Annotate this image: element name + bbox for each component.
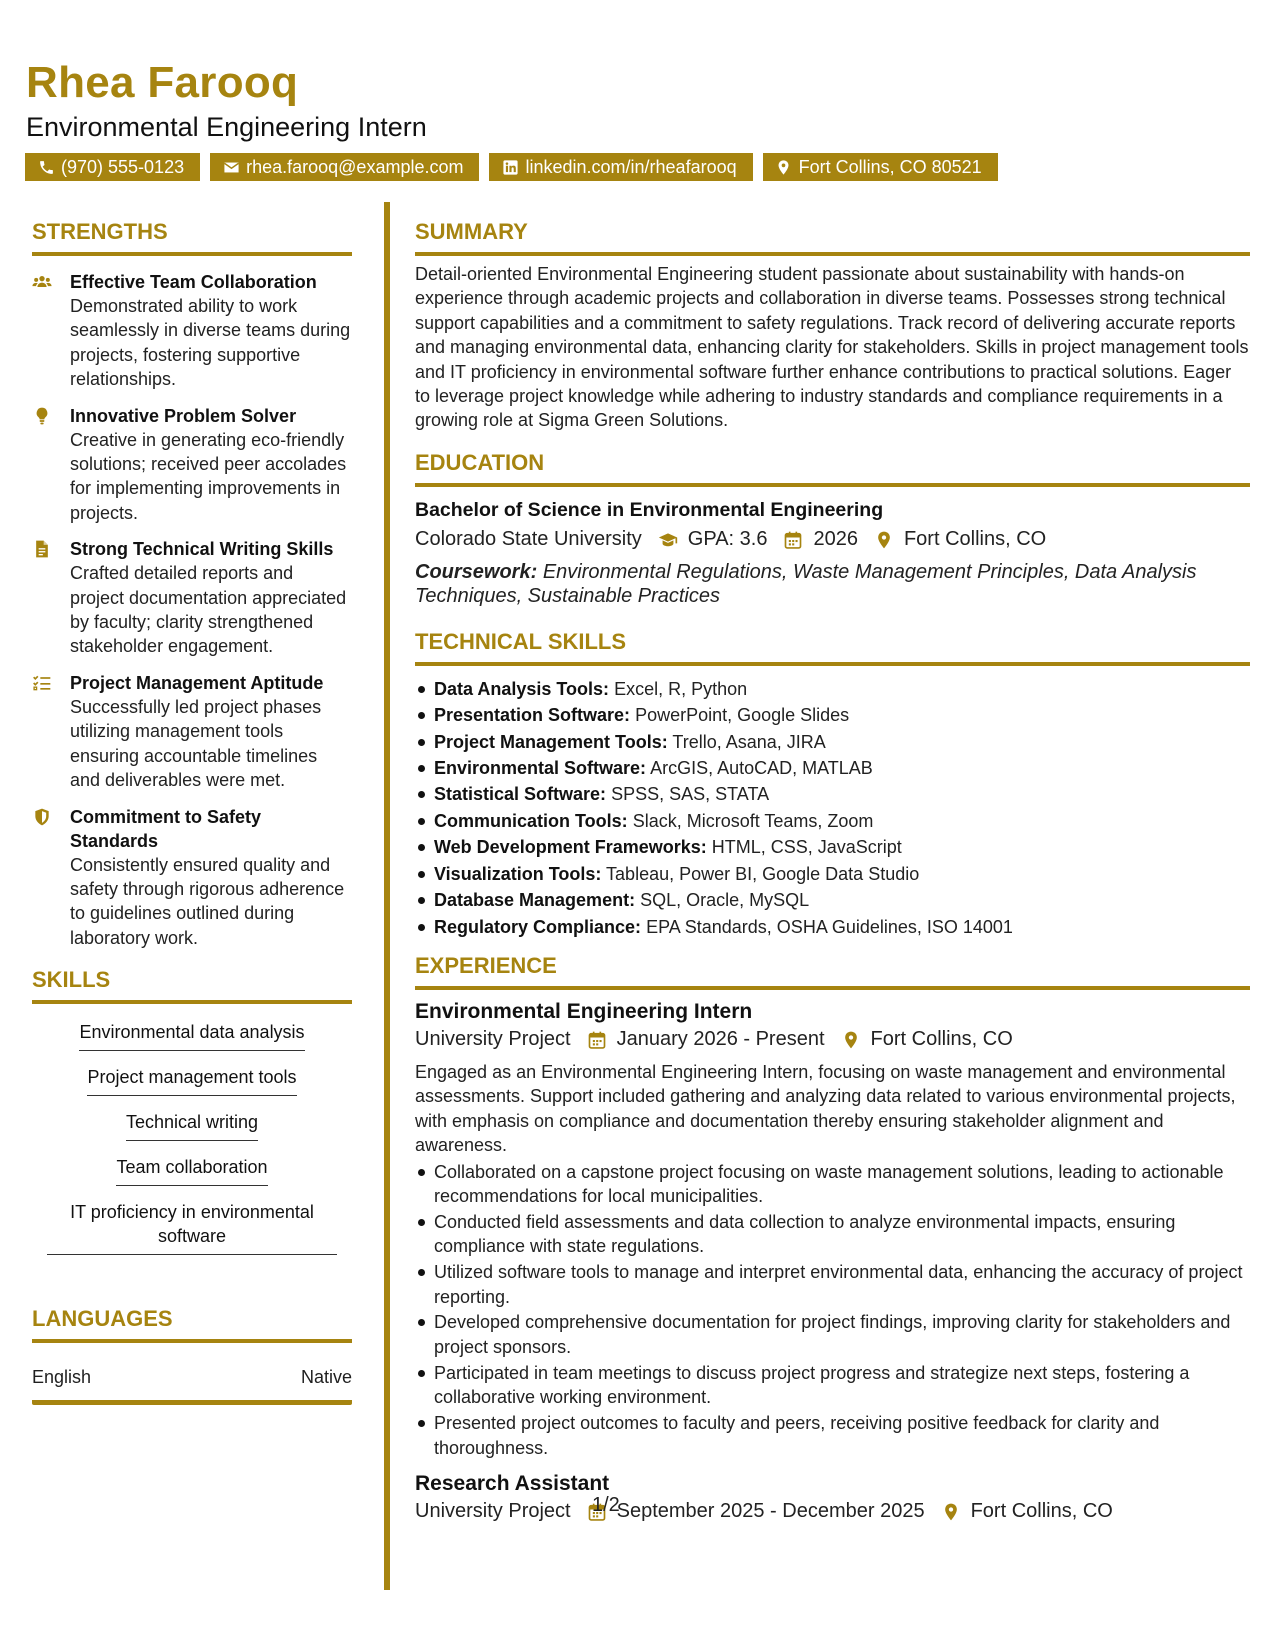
contact-bar bbox=[25, 153, 998, 181]
skill-item: Environmental data analysis bbox=[79, 1020, 304, 1051]
technical-skills-list bbox=[415, 676, 1250, 940]
job-location: Fort Collins, CO bbox=[970, 1500, 1113, 1523]
tech-skill-label: Environmental Software: bbox=[434, 758, 647, 779]
tech-skill-label: Database Management: bbox=[434, 890, 636, 911]
job-meta bbox=[415, 1028, 1250, 1052]
users-icon bbox=[32, 270, 70, 392]
strength-desc: Creative in generating eco-friendly solutions; received peer accolades for implementing improvements in projects. bbox=[70, 429, 347, 523]
task-list-icon bbox=[32, 671, 70, 793]
strength-title: Strong Technical Writing Skills bbox=[70, 539, 334, 560]
contact-location[interactable] bbox=[763, 153, 998, 181]
skills-list bbox=[32, 1020, 352, 1269]
skill-item: IT proficiency in environmental software bbox=[47, 1200, 337, 1255]
tech-skill-value: SPSS, SAS, STATA bbox=[611, 784, 770, 805]
shield-icon bbox=[32, 805, 70, 951]
skill-item: Technical writing bbox=[126, 1110, 258, 1141]
job-meta bbox=[415, 1500, 1250, 1524]
map-pin-icon bbox=[939, 1500, 963, 1524]
tech-skill-label: Web Development Frameworks: bbox=[434, 837, 707, 858]
strength-title: Project Management Aptitude bbox=[70, 672, 324, 693]
summary-text: Detail-oriented Environmental Engineering student passionate about sustainability with hands-on experience through academic projects and collaboration in diverse teams. Possesses strong technical support capabilities and a commitment to safety regulations. Track record of delivering accurate reports and managing environmental data, enhancing clarity for stakeholders. Skills in project management tools and IT proficiency in environmental software further enhance contributions to practical solutions. Eager to leverage project knowledge while adhering to industry standards and compliance requirements in a growing role at Sigma Green Solutions. bbox=[415, 264, 1249, 431]
tech-skill-value: HTML, CSS, JavaScript bbox=[711, 837, 902, 858]
strength-desc: Successfully led project phases utilizing management tools ensuring accountable timelines and deliverables were met. bbox=[70, 696, 322, 791]
skill-item: Project management tools bbox=[87, 1065, 296, 1096]
job-bullet: Participated in team meetings to discuss project progress and strategize next steps, fostering a collaborative working environment. bbox=[415, 1361, 1250, 1410]
graduation-cap-icon bbox=[656, 528, 680, 552]
experience-heading: EXPERIENCE bbox=[415, 952, 1250, 990]
summary-heading: SUMMARY bbox=[415, 218, 1250, 256]
contact-phone-text: (970) 555-0123 bbox=[61, 156, 185, 177]
strength-desc: Crafted detailed reports and project documentation appreciated by faculty; clarity strengthened stakeholder engagement. bbox=[70, 563, 347, 657]
candidate-name: Rhea Farooq bbox=[26, 58, 299, 107]
tech-skill-item bbox=[415, 887, 1250, 913]
strength-title: Effective Team Collaboration bbox=[70, 272, 317, 292]
calendar-icon bbox=[781, 528, 805, 552]
tech-skill-item bbox=[415, 914, 1250, 940]
phone-icon bbox=[37, 158, 55, 176]
strength-item bbox=[32, 404, 352, 526]
job-bullet: Presented project outcomes to faculty and peers, receiving positive feedback for clarity and thoroughness. bbox=[415, 1411, 1250, 1460]
job-title: Environmental Engineering Intern bbox=[415, 999, 753, 1023]
calendar-icon bbox=[585, 1028, 609, 1052]
strength-title: Commitment to Safety Standards bbox=[70, 806, 262, 851]
gpa: GPA: 3.6 bbox=[687, 528, 768, 551]
strength-title: Innovative Problem Solver bbox=[70, 405, 297, 426]
tech-skill-item bbox=[415, 808, 1250, 834]
contact-email-text: rhea.farooq@example.com bbox=[246, 156, 464, 177]
left-column bbox=[32, 218, 352, 1405]
document-icon bbox=[32, 537, 70, 659]
tech-skill-item bbox=[415, 781, 1250, 807]
tech-skill-value: Tableau, Power BI, Google Data Studio bbox=[606, 863, 920, 884]
strength-desc: Demonstrated ability to work seamlessly in diverse teams during projects, fostering supportive relationships. bbox=[70, 296, 351, 390]
tech-skill-label: Visualization Tools: bbox=[434, 863, 602, 884]
education-heading: EDUCATION bbox=[415, 449, 1250, 487]
language-name: English bbox=[32, 1367, 92, 1388]
contact-linkedin[interactable] bbox=[489, 153, 752, 181]
tech-skill-item bbox=[415, 755, 1250, 781]
job-bullets bbox=[415, 1160, 1250, 1460]
tech-skill-value: ArcGIS, AutoCAD, MATLAB bbox=[650, 758, 873, 779]
tech-skill-value: SQL, Oracle, MySQL bbox=[640, 890, 810, 911]
tech-skill-value: PowerPoint, Google Slides bbox=[635, 705, 850, 726]
strength-item bbox=[32, 270, 352, 392]
tech-skill-item bbox=[415, 702, 1250, 728]
candidate-role: Environmental Engineering Intern bbox=[26, 112, 427, 142]
contact-location-text: Fort Collins, CO 80521 bbox=[798, 156, 982, 177]
tech-skill-value: Trello, Asana, JIRA bbox=[672, 731, 826, 752]
tech-skill-value: Slack, Microsoft Teams, Zoom bbox=[632, 810, 874, 831]
technical-skills-heading: TECHNICAL SKILLS bbox=[415, 628, 1250, 666]
coursework bbox=[415, 560, 1250, 608]
envelope-icon bbox=[222, 158, 240, 176]
education-meta bbox=[415, 528, 1250, 552]
job-bullet: Developed comprehensive documentation for project findings, improving clarity for stakeholders and project sponsors. bbox=[415, 1310, 1250, 1359]
language-row bbox=[32, 1367, 352, 1405]
job-org: University Project bbox=[415, 1028, 571, 1051]
language-level: Native bbox=[300, 1367, 352, 1388]
job-org: University Project bbox=[415, 1500, 571, 1523]
tech-skill-item bbox=[415, 676, 1250, 702]
tech-skill-value: Excel, R, Python bbox=[614, 678, 748, 699]
column-divider bbox=[384, 202, 390, 1590]
page-number: 1/2 bbox=[592, 1494, 620, 1516]
degree-title: Bachelor of Science in Environmental Engineering bbox=[415, 498, 884, 521]
right-column bbox=[415, 218, 1250, 1524]
strength-desc: Consistently ensured quality and safety through rigorous adherence to guidelines outlined during laboratory work. bbox=[70, 854, 345, 948]
job-location: Fort Collins, CO bbox=[870, 1028, 1013, 1051]
strength-item bbox=[32, 671, 352, 793]
tech-skill-label: Regulatory Compliance: bbox=[434, 916, 642, 937]
job-dates: January 2026 - Present bbox=[616, 1028, 825, 1051]
strength-item bbox=[32, 537, 352, 659]
job-bullet: Conducted field assessments and data collection to analyze environmental impacts, ensuring compliance with state regulations. bbox=[415, 1210, 1250, 1259]
skills-heading: SKILLS bbox=[32, 966, 352, 1004]
tech-skill-item bbox=[415, 729, 1250, 755]
tech-skill-label: Data Analysis Tools: bbox=[434, 678, 610, 699]
contact-linkedin-text: linkedin.com/in/rheafarooq bbox=[525, 156, 737, 177]
strengths-heading: STRENGTHS bbox=[32, 218, 352, 256]
tech-skill-label: Project Management Tools: bbox=[434, 731, 668, 752]
tech-skill-item bbox=[415, 834, 1250, 860]
tech-skill-item bbox=[415, 861, 1250, 887]
coursework-label: Coursework: bbox=[415, 560, 538, 583]
map-pin-icon bbox=[839, 1028, 863, 1052]
map-pin-icon bbox=[872, 528, 896, 552]
skill-item: Team collaboration bbox=[116, 1155, 267, 1186]
tech-skill-value: EPA Standards, OSHA Guidelines, ISO 14001 bbox=[646, 916, 1013, 937]
languages-heading: LANGUAGES bbox=[32, 1305, 352, 1343]
job-description: Engaged as an Environmental Engineering Intern, focusing on waste management and environmental assessments. Support included gathering and analyzing data related to various environmental projects, with emphasis on compliance and documentation thereby ensuring stakeholder alignment and awareness. bbox=[415, 1061, 1236, 1156]
school-name: Colorado State University bbox=[415, 528, 642, 551]
strength-item bbox=[32, 805, 352, 951]
strengths-list bbox=[32, 270, 352, 950]
linkedin-icon bbox=[501, 158, 519, 176]
education-location: Fort Collins, CO bbox=[903, 528, 1047, 551]
job-bullet: Utilized software tools to manage and interpret environmental data, enhancing the accuracy of project reporting. bbox=[415, 1260, 1250, 1309]
coursework-list: Environmental Regulations, Waste Management Principles, Data Analysis Techniques, Sustainable Practices bbox=[415, 560, 1197, 607]
graduation-year: 2026 bbox=[813, 528, 858, 551]
tech-skill-label: Statistical Software: bbox=[434, 784, 607, 805]
job-dates: September 2025 - December 2025 bbox=[616, 1500, 925, 1523]
contact-phone[interactable] bbox=[25, 153, 200, 181]
job-title: Research Assistant bbox=[415, 1471, 610, 1495]
map-pin-icon bbox=[775, 158, 793, 176]
tech-skill-label: Presentation Software: bbox=[434, 705, 631, 726]
contact-email[interactable] bbox=[210, 153, 479, 181]
job-bullet: Collaborated on a capstone project focusing on waste management solutions, leading to actionable recommendations for local municipalities. bbox=[415, 1160, 1250, 1209]
lightbulb-icon bbox=[32, 404, 70, 526]
tech-skill-label: Communication Tools: bbox=[434, 810, 628, 831]
